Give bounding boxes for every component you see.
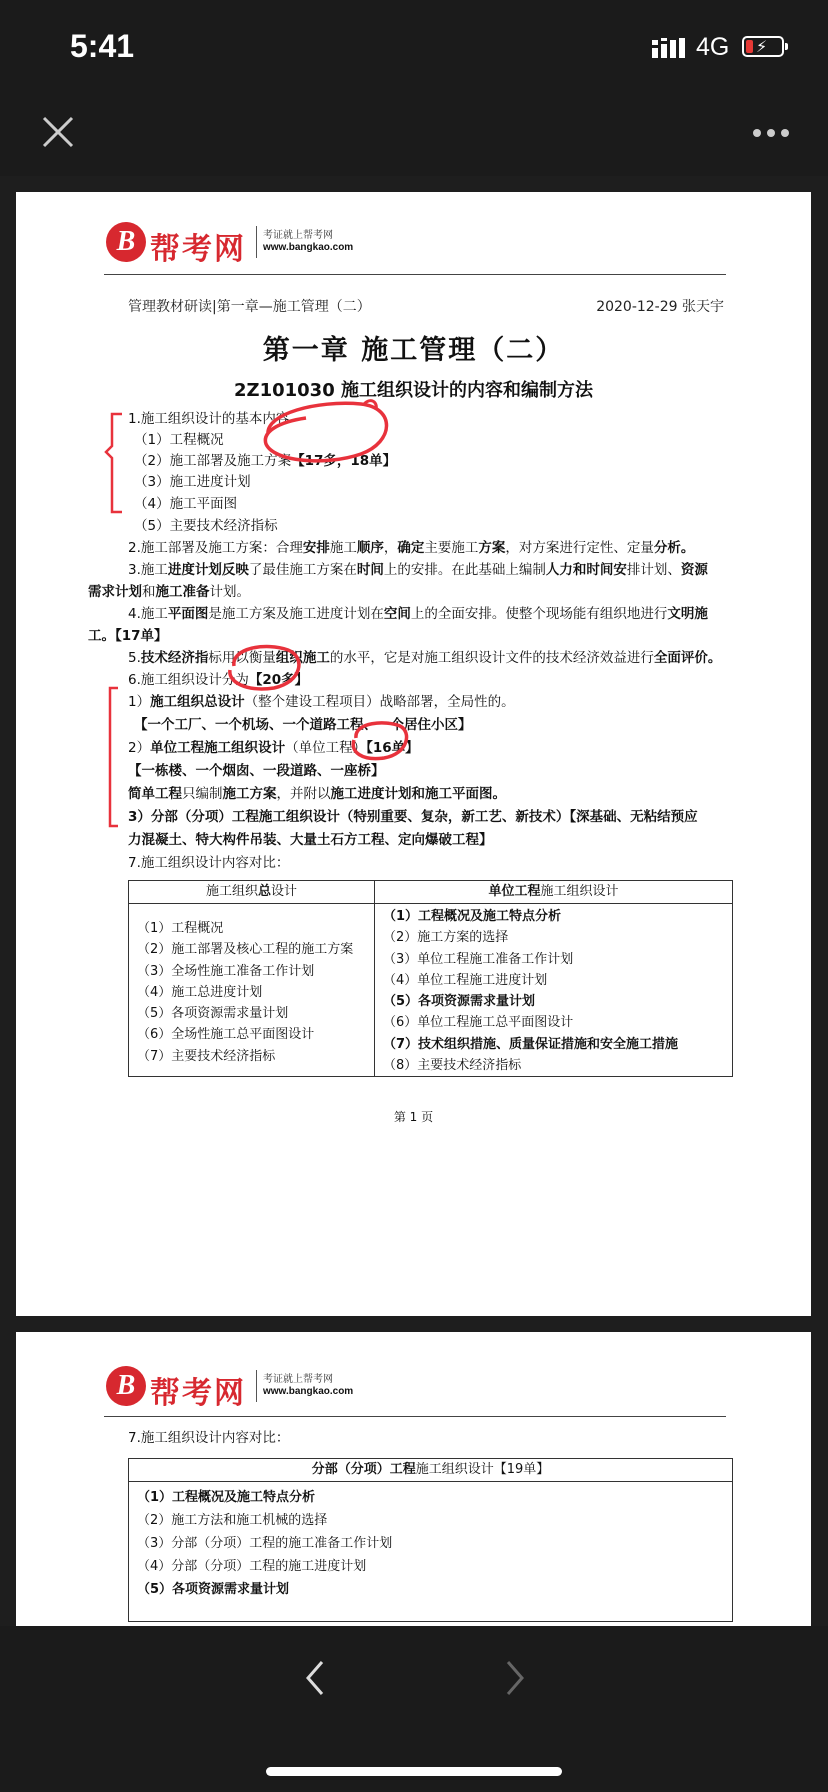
type-3-cont: 力混凝土、特大构件吊装、大量土石方工程、定向爆破工程】	[128, 832, 493, 848]
paragraph-3-cont: 需求计划和施工准备计划。	[88, 584, 250, 600]
basic-item: （3）施工进度计划	[134, 474, 251, 490]
close-icon[interactable]	[38, 112, 78, 152]
section-title: 2Z101030 施工组织设计的内容和编制方法	[234, 380, 593, 401]
table-header: 施工组织总设计	[129, 881, 375, 904]
paragraph-6: 6.施工组织设计分为【20多】	[128, 672, 309, 688]
doc-meta: 管理教材研读|第一章—施工管理（二）	[128, 299, 371, 315]
exam-tag: 【17多，18单】	[291, 453, 397, 469]
item-7: 7.施工组织设计内容对比：	[128, 855, 290, 871]
list-item: （8）主要技术经济指标	[383, 1058, 522, 1074]
table-cell-unit	[375, 904, 733, 1077]
bottom-bar	[0, 1626, 828, 1792]
paragraph-4-cont: 工。【17单】	[88, 628, 168, 644]
basic-item: （4）施工平面图	[134, 496, 238, 512]
list-item: （2）施工部署及核心工程的施工方案	[137, 942, 354, 958]
list-item: （4）分部（分项）工程的施工进度计划	[137, 1559, 367, 1574]
type-3: 3）分部（分项）工程施工组织设计（特别重要、复杂，新工艺、新技术）【深基础、无粘结预应	[128, 809, 698, 825]
top-bar	[0, 90, 828, 176]
paragraph-2: 2.施工部署及施工方案：合理安排施工顺序，确定主要施工方案，对方案进行定性、定量分析。	[128, 540, 695, 556]
logo-slogan: 考证就上帮考网	[263, 1374, 333, 1385]
sub-project-table	[128, 1458, 733, 1622]
chapter-title: 第一章 施工管理（二）	[262, 335, 565, 366]
list-item: （1）工程概况及施工特点分析	[137, 1490, 316, 1505]
type-1: 1）施工组织总设计（整个建设工程项目）战略部署，全局性的。	[128, 694, 515, 710]
list-item: （2）施工方法和施工机械的选择	[137, 1513, 328, 1528]
list-item: （3）全场性施工准备工作计划	[137, 963, 315, 979]
list-item: （3）分部（分项）工程的施工准备工作计划	[137, 1536, 393, 1551]
logo-name: 帮考网	[150, 1376, 246, 1411]
basic-item: （1）工程概况	[134, 432, 224, 448]
header-rule	[104, 274, 726, 275]
logo-name: 帮考网	[150, 232, 246, 267]
logo-mark: B	[106, 1366, 146, 1406]
status-bar	[0, 0, 828, 90]
table-header: 分部（分项）工程施工组织设计【19单】	[129, 1459, 733, 1482]
type-2: 2）单位工程施工组织设计（单位工程）【16单】	[128, 740, 419, 756]
logo-slogan: 考证就上帮考网	[263, 230, 333, 241]
type-2-note: 【一栋楼、一个烟囱、一段道路、一座桥】	[128, 763, 385, 779]
list-item: （2）施工方案的选择	[383, 930, 509, 946]
comparison-table	[128, 880, 733, 1077]
list-item: （1）工程概况及施工特点分析	[383, 909, 562, 924]
type-1-note: 【一个工厂、一个机场、一个道路工程、一个居住小区】	[134, 717, 472, 733]
list-item: （7）主要技术经济指标	[137, 1048, 276, 1064]
paragraph-3: 3.施工进度计划反映了最佳施工方案在时间上的安排。在此基础上编制人力和时间安排计划、资源	[128, 562, 708, 578]
list-item: （3）单位工程施工准备工作计划	[383, 951, 574, 967]
item-1: 1.施工组织设计的基本内容	[128, 411, 290, 427]
basic-item: （2）施工部署及施工方案【17多，18单】	[134, 453, 397, 469]
logo-mark: B	[106, 222, 146, 262]
list-item: （4）施工总进度计划	[137, 984, 263, 1000]
table-cell-overall	[129, 904, 375, 1077]
logo-url: www.bangkao.com	[263, 242, 354, 253]
document-page-2	[16, 1332, 811, 1626]
list-item: （1）工程概况	[137, 921, 224, 936]
home-indicator[interactable]	[266, 1767, 562, 1776]
status-time: 5:41	[70, 28, 135, 64]
list-item: （4）单位工程施工进度计划	[383, 972, 548, 988]
battery-icon: ⚡	[742, 36, 784, 57]
paragraph-5: 5.技术经济指标用以衡量组织施工的水平，它是对施工组织设计文件的技术经济效益进行全面评价。	[128, 650, 722, 666]
signal-icon	[652, 38, 688, 58]
header-rule	[104, 1416, 726, 1417]
basic-item: （5）主要技术经济指标	[134, 518, 278, 534]
network-type: 4G	[696, 33, 730, 61]
chevron-left-icon[interactable]	[300, 1656, 330, 1700]
chevron-right-icon[interactable]	[500, 1656, 530, 1700]
page-number: 第 1 页	[393, 1110, 434, 1124]
list-item: （6）全场性施工总平面图设计	[137, 1027, 315, 1043]
logo-url: www.bangkao.com	[263, 1386, 354, 1397]
doc-date: 2020-12-29 张天宇	[596, 299, 724, 315]
document-viewer[interactable]	[0, 176, 828, 1626]
item-7: 7.施工组织设计内容对比：	[128, 1430, 290, 1446]
more-icon[interactable]	[752, 128, 790, 138]
list-item: （5）各项资源需求量计划	[137, 1582, 290, 1597]
list-item: （5）各项资源需求量计划	[383, 994, 536, 1010]
document-page-1	[16, 192, 811, 1316]
list-item: （5）各项资源需求量计划	[137, 1006, 289, 1022]
table-cell	[129, 1482, 733, 1622]
type-2-extra: 简单工程只编制施工方案，并附以施工进度计划和施工平面图。	[128, 786, 506, 802]
table-header: 单位工程施工组织设计	[375, 881, 733, 904]
list-item: （7）技术组织措施、质量保证措施和安全施工措施	[383, 1036, 679, 1052]
list-item: （6）单位工程施工总平面图设计	[383, 1015, 574, 1031]
paragraph-4: 4.施工平面图是施工方案及施工进度计划在空间上的全面安排。使整个现场能有组织地进行文明施	[128, 606, 708, 622]
